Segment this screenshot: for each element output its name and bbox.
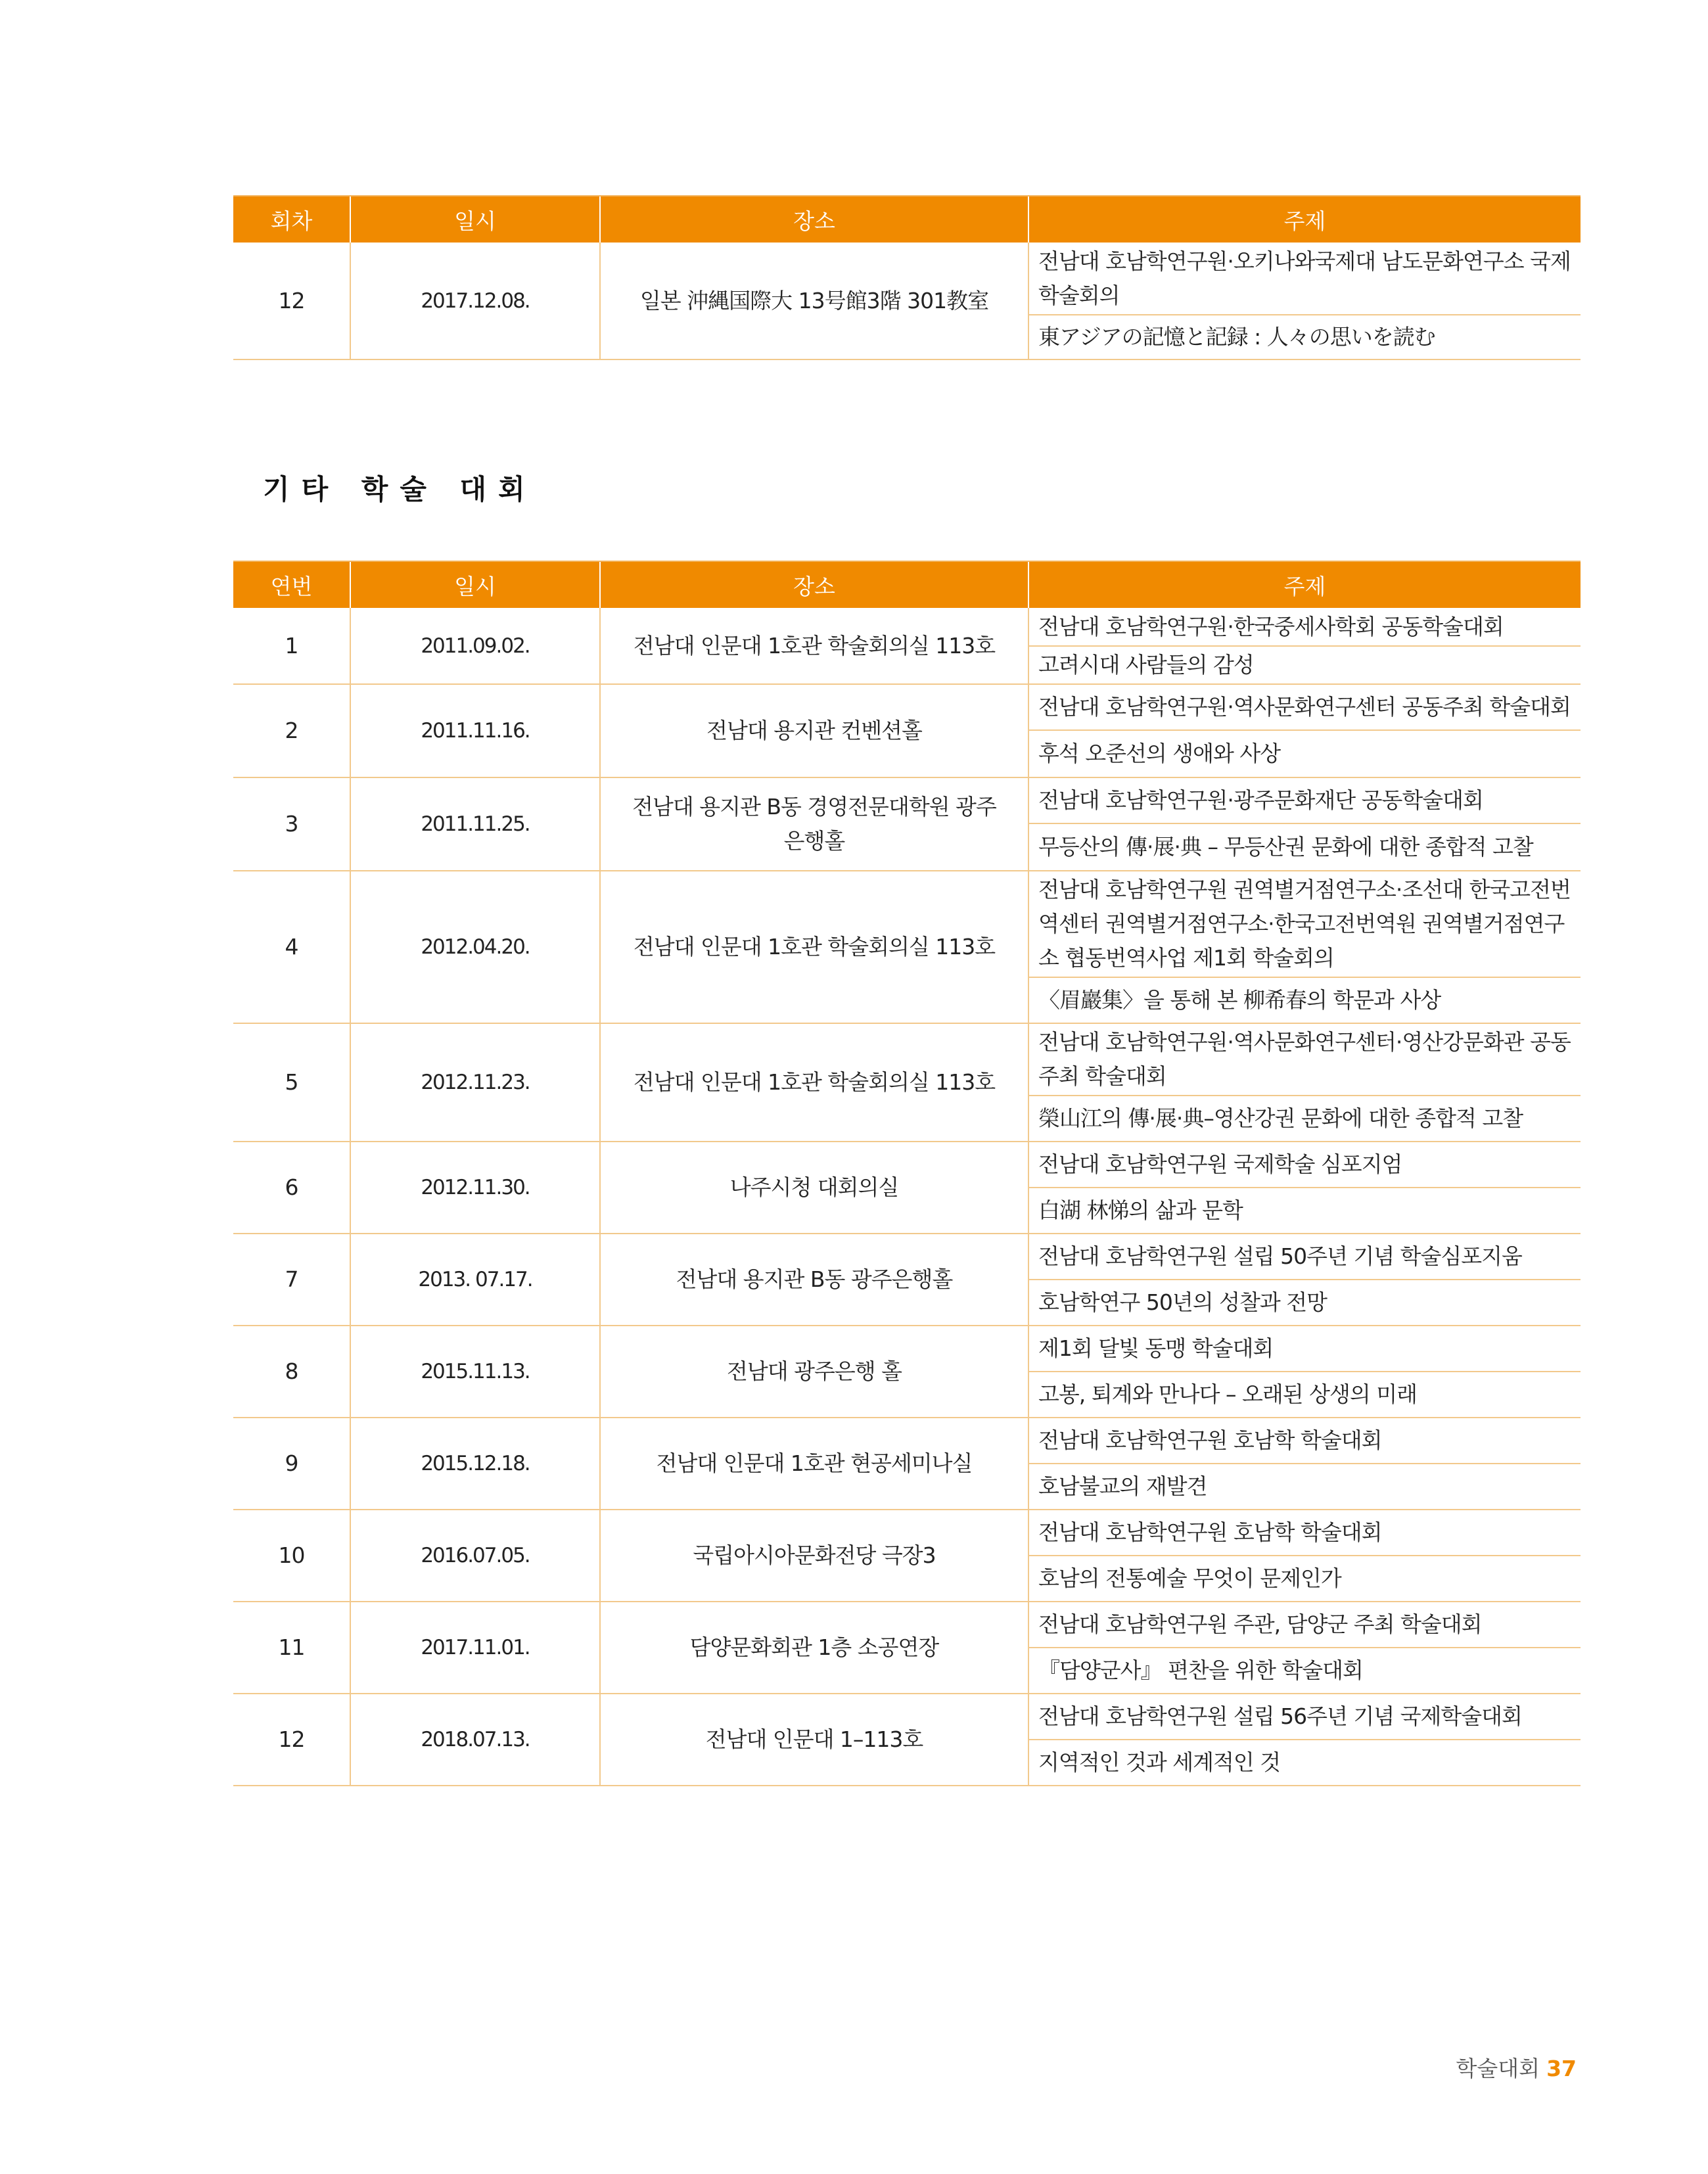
event-cell: 전남대 호남학연구원·오키나와국제대 남도문화연구소 국제학술회의 <box>1028 243 1581 315</box>
header-topic: 주제 <box>1028 561 1581 608</box>
theme-cell: 고봉, 퇴계와 만나다 – 오래된 상생의 미래 <box>1028 1372 1581 1418</box>
footer-label: 학술대회 <box>1456 2056 1540 2081</box>
place-cell: 전남대 용지관 B동 광주은행홀 <box>600 1234 1028 1326</box>
table-row <box>233 777 1581 823</box>
header-date: 일시 <box>350 196 600 243</box>
table-row <box>233 1023 1581 1096</box>
number-cell: 1 <box>233 608 350 684</box>
place-cell: 담양문화회관 1층 소공연장 <box>600 1602 1028 1694</box>
place-cell: 전남대 인문대 1–113호 <box>600 1694 1028 1786</box>
event-cell: 제1회 달빛 동맹 학술대회 <box>1028 1326 1581 1372</box>
event-cell: 전남대 호남학연구원 설립 50주년 기념 학술심포지움 <box>1028 1234 1581 1280</box>
date-cell: 2013. 07.17. <box>350 1234 600 1326</box>
number-cell: 11 <box>233 1602 350 1694</box>
place-cell: 전남대 인문대 1호관 학술회의실 113호 <box>600 608 1028 684</box>
header-topic: 주제 <box>1028 196 1581 243</box>
table-row <box>233 1418 1581 1464</box>
place-cell: 전남대 광주은행 홀 <box>600 1326 1028 1418</box>
table-header-row <box>233 196 1581 243</box>
number-cell: 4 <box>233 871 350 1023</box>
header-number: 연번 <box>233 561 350 608</box>
table-row <box>233 1510 1581 1556</box>
place-cell: 일본 沖縄国際大 13号館3階 301教室 <box>600 243 1028 359</box>
date-cell: 2012.11.23. <box>350 1023 600 1142</box>
event-cell: 전남대 호남학연구원 호남학 학술대회 <box>1028 1510 1581 1556</box>
event-cell: 전남대 호남학연구원·역사문화연구센터·영산강문화관 공동주최 학술대회 <box>1028 1023 1581 1096</box>
place-cell: 전남대 인문대 1호관 현공세미나실 <box>600 1418 1028 1510</box>
event-cell: 전남대 호남학연구원·광주문화재단 공동학술대회 <box>1028 777 1581 823</box>
theme-cell: 호남의 전통예술 무엇이 문제인가 <box>1028 1556 1581 1602</box>
event-cell: 전남대 호남학연구원·한국중세사학회 공동학술대회 <box>1028 608 1581 646</box>
theme-cell: 무등산의 傳·展·典 – 무등산권 문화에 대한 종합적 고찰 <box>1028 823 1581 871</box>
page-footer <box>1456 2052 1577 2083</box>
section-title: 기타 학술 대회 <box>263 473 537 505</box>
event-cell: 전남대 호남학연구원 국제학술 심포지엄 <box>1028 1142 1581 1188</box>
table-header-row <box>233 561 1581 608</box>
page-number: 37 <box>1546 2056 1577 2081</box>
number-cell: 10 <box>233 1510 350 1602</box>
theme-cell: 東アジアの記憶と記録 : 人々の思いを読む <box>1028 315 1581 359</box>
header-date: 일시 <box>350 561 600 608</box>
header-round: 회차 <box>233 196 350 243</box>
number-cell: 8 <box>233 1326 350 1418</box>
table-row <box>233 243 1581 315</box>
header-place: 장소 <box>600 196 1028 243</box>
date-cell: 2015.11.13. <box>350 1326 600 1418</box>
date-cell: 2018.07.13. <box>350 1694 600 1786</box>
date-cell: 2015.12.18. <box>350 1418 600 1510</box>
date-cell: 2011.11.25. <box>350 777 600 871</box>
theme-cell: 고려시대 사람들의 감성 <box>1028 646 1581 684</box>
header-place: 장소 <box>600 561 1028 608</box>
theme-cell: 白湖 林悌의 삶과 문학 <box>1028 1188 1581 1234</box>
table-row <box>233 684 1581 730</box>
place-cell: 전남대 용지관 B동 경영전문대학원 광주은행홀 <box>600 777 1028 871</box>
event-cell: 전남대 호남학연구원 주관, 담양군 주최 학술대회 <box>1028 1602 1581 1648</box>
event-cell: 전남대 호남학연구원 설립 56주년 기념 국제학술대회 <box>1028 1694 1581 1740</box>
place-cell: 전남대 인문대 1호관 학술회의실 113호 <box>600 871 1028 1023</box>
event-cell: 전남대 호남학연구원 권역별거점연구소·조선대 한국고전번역센터 권역별거점연구소·한국고전번역원 권역별거점연구소 협동번역사업 제1회 학술회의 <box>1028 871 1581 977</box>
conference-table-top <box>233 195 1581 360</box>
date-cell: 2017.11.01. <box>350 1602 600 1694</box>
number-cell: 6 <box>233 1142 350 1234</box>
place-cell: 나주시청 대회의실 <box>600 1142 1028 1234</box>
number-cell: 12 <box>233 1694 350 1786</box>
number-cell: 3 <box>233 777 350 871</box>
date-cell: 2016.07.05. <box>350 1510 600 1602</box>
table-row <box>233 608 1581 646</box>
theme-cell: 호남불교의 재발견 <box>1028 1464 1581 1510</box>
place-cell: 전남대 용지관 컨벤션홀 <box>600 684 1028 777</box>
conference-table-other <box>233 561 1581 1786</box>
table-row <box>233 1326 1581 1372</box>
theme-cell: 〈眉巖集〉을 통해 본 柳希春의 학문과 사상 <box>1028 977 1581 1023</box>
table-row <box>233 1234 1581 1280</box>
place-cell: 전남대 인문대 1호관 학술회의실 113호 <box>600 1023 1028 1142</box>
date-cell: 2012.11.30. <box>350 1142 600 1234</box>
number-cell: 2 <box>233 684 350 777</box>
theme-cell: 호남학연구 50년의 성찰과 전망 <box>1028 1280 1581 1326</box>
theme-cell: 榮山江의 傳·展·典–영산강권 문화에 대한 종합적 고찰 <box>1028 1096 1581 1142</box>
table-row <box>233 1142 1581 1188</box>
number-cell: 9 <box>233 1418 350 1510</box>
date-cell: 2011.09.02. <box>350 608 600 684</box>
table-row <box>233 1694 1581 1740</box>
event-cell: 전남대 호남학연구원·역사문화연구센터 공동주최 학술대회 <box>1028 684 1581 730</box>
number-cell: 5 <box>233 1023 350 1142</box>
place-cell: 국립아시아문화전당 극장3 <box>600 1510 1028 1602</box>
round-cell: 12 <box>233 243 350 359</box>
number-cell: 7 <box>233 1234 350 1326</box>
event-cell: 전남대 호남학연구원 호남학 학술대회 <box>1028 1418 1581 1464</box>
date-cell: 2012.04.20. <box>350 871 600 1023</box>
theme-cell: 후석 오준선의 생애와 사상 <box>1028 730 1581 777</box>
date-cell: 2011.11.16. <box>350 684 600 777</box>
table-row <box>233 871 1581 977</box>
theme-cell: 『담양군사』 편찬을 위한 학술대회 <box>1028 1648 1581 1694</box>
theme-cell: 지역적인 것과 세계적인 것 <box>1028 1740 1581 1786</box>
date-cell: 2017.12.08. <box>350 243 600 359</box>
table-row <box>233 1602 1581 1648</box>
